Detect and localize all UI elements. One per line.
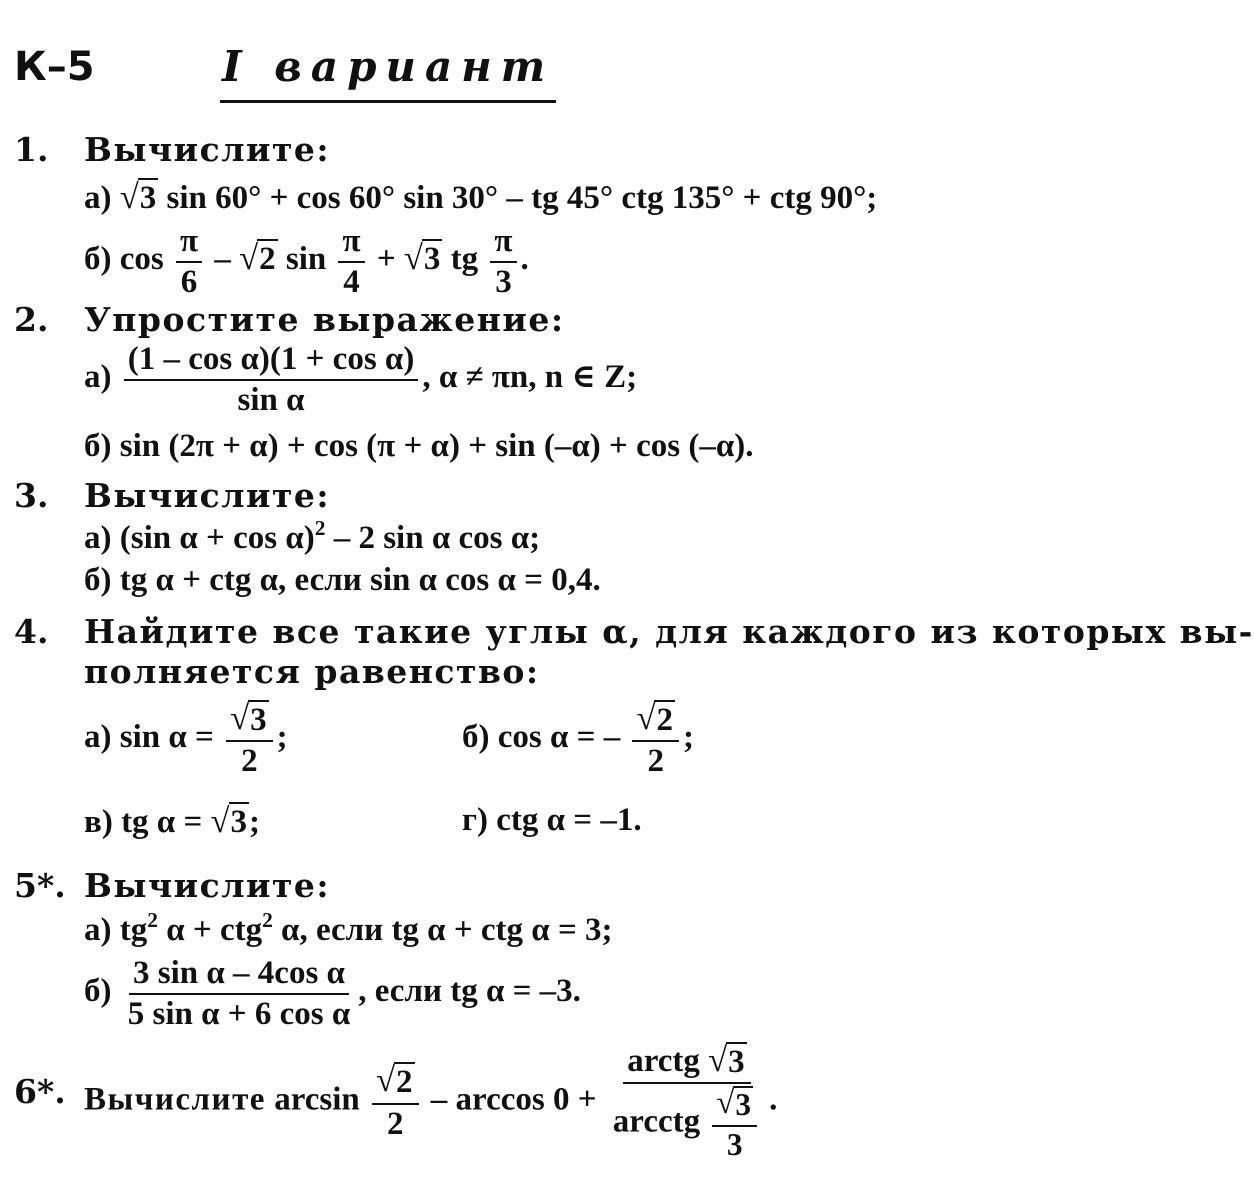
problem-4b-label: б) <box>462 719 490 756</box>
problem-1a: а) √ 3 sin 60° + cos 60° sin 30° – tg 45° ctg 135° + ctg 90°; <box>84 178 878 216</box>
problem-5-number: 5*. <box>14 866 66 905</box>
problem-5b <box>84 956 581 1031</box>
problem-5b-denominator: 5 sin α + 6 cos α <box>127 995 351 1032</box>
problem-3-number: 3. <box>14 476 49 515</box>
problem-5a: а) $tg^2$ α + ctg$^2$ α, если tg α + ctg α = 3; <box>84 908 613 948</box>
problem-4d-expr: ctg α = –1. <box>496 802 642 838</box>
problem-5b-numerator: 3 sin α – 4cos α <box>129 956 349 995</box>
problem-5b-condition: , если tg α = –3. <box>358 973 581 1010</box>
problem-2a-label: а) <box>84 359 112 396</box>
problem-4a-label: а) <box>84 719 112 756</box>
problem-2a-denominator: sin α <box>237 381 305 418</box>
problem-4c: в) tg α = √ 3 ; <box>84 802 261 840</box>
problem-5-text: Вычислите: <box>84 866 331 905</box>
variant-underline <box>220 100 556 103</box>
problem-3-text: Вычислите: <box>84 476 331 515</box>
problem-4d-label: г) <box>462 802 488 838</box>
problem-2b-expr: sin (2π + α) + cos (π + α) + sin (–α) + cos (–α). <box>119 428 754 464</box>
problem-4-text-line2: полняется равенство: <box>84 652 540 691</box>
problem-1b-label: б) <box>84 241 112 278</box>
problem-2-text: Упростите выражение: <box>84 300 565 339</box>
problem-1-number: 1. <box>14 130 49 169</box>
variant-title: I вариант <box>222 42 555 91</box>
problem-6: Вычислите arcsin √ 2 2 – arccos 0 + arctg √ 3 arcctg √ 3 3 . <box>84 1041 778 1162</box>
problem-4b: б) cos α = – √ 2 2 ; <box>462 699 694 780</box>
problem-2b-label: б) <box>84 428 112 464</box>
problem-2a <box>84 342 637 417</box>
problem-5b-label: б) <box>84 973 112 1010</box>
problem-1b: б) cos $\frac{\pi}{6}$ – √ 2 sin $\frac{\pi}{4}$ + √ 3 tg $\frac{\pi}{3}$ . <box>84 223 529 300</box>
variant-code: К–5 <box>14 44 95 90</box>
problem-2b <box>84 428 753 465</box>
problem-3b-expr: tg α + ctg α, если sin α cos α = 0,4. <box>119 562 601 598</box>
problem-4-number: 4. <box>14 612 49 651</box>
problem-3a-label: а) <box>84 520 112 556</box>
problem-4c-label: в) <box>84 804 113 840</box>
problem-1a-label: а) <box>84 180 112 216</box>
problem-5a-label: а) <box>84 912 112 948</box>
problem-3a: а) (sin α + cos α)$^2$ – 2 sin α cos α; <box>84 516 541 556</box>
problem-1-text: Вычислите: <box>84 130 331 169</box>
problem-2a-condition: , α ≠ πn, n ∈ Z; <box>422 359 638 396</box>
problem-2-number: 2. <box>14 300 49 339</box>
problem-4d <box>462 802 642 839</box>
problem-3b <box>84 562 601 599</box>
problem-2a-numerator: (1 – cos α)(1 + cos α) <box>124 342 419 381</box>
problem-4a: а) sin α = √ 3 2 ; <box>84 699 288 780</box>
problem-6-number: 6*. <box>14 1072 66 1111</box>
problem-3b-label: б) <box>84 562 112 598</box>
problem-4-text-line1: Найдите все такие углы α, для каждого из которых вы- <box>84 612 1254 651</box>
sqrt-symbol: √ 3 <box>119 178 157 216</box>
